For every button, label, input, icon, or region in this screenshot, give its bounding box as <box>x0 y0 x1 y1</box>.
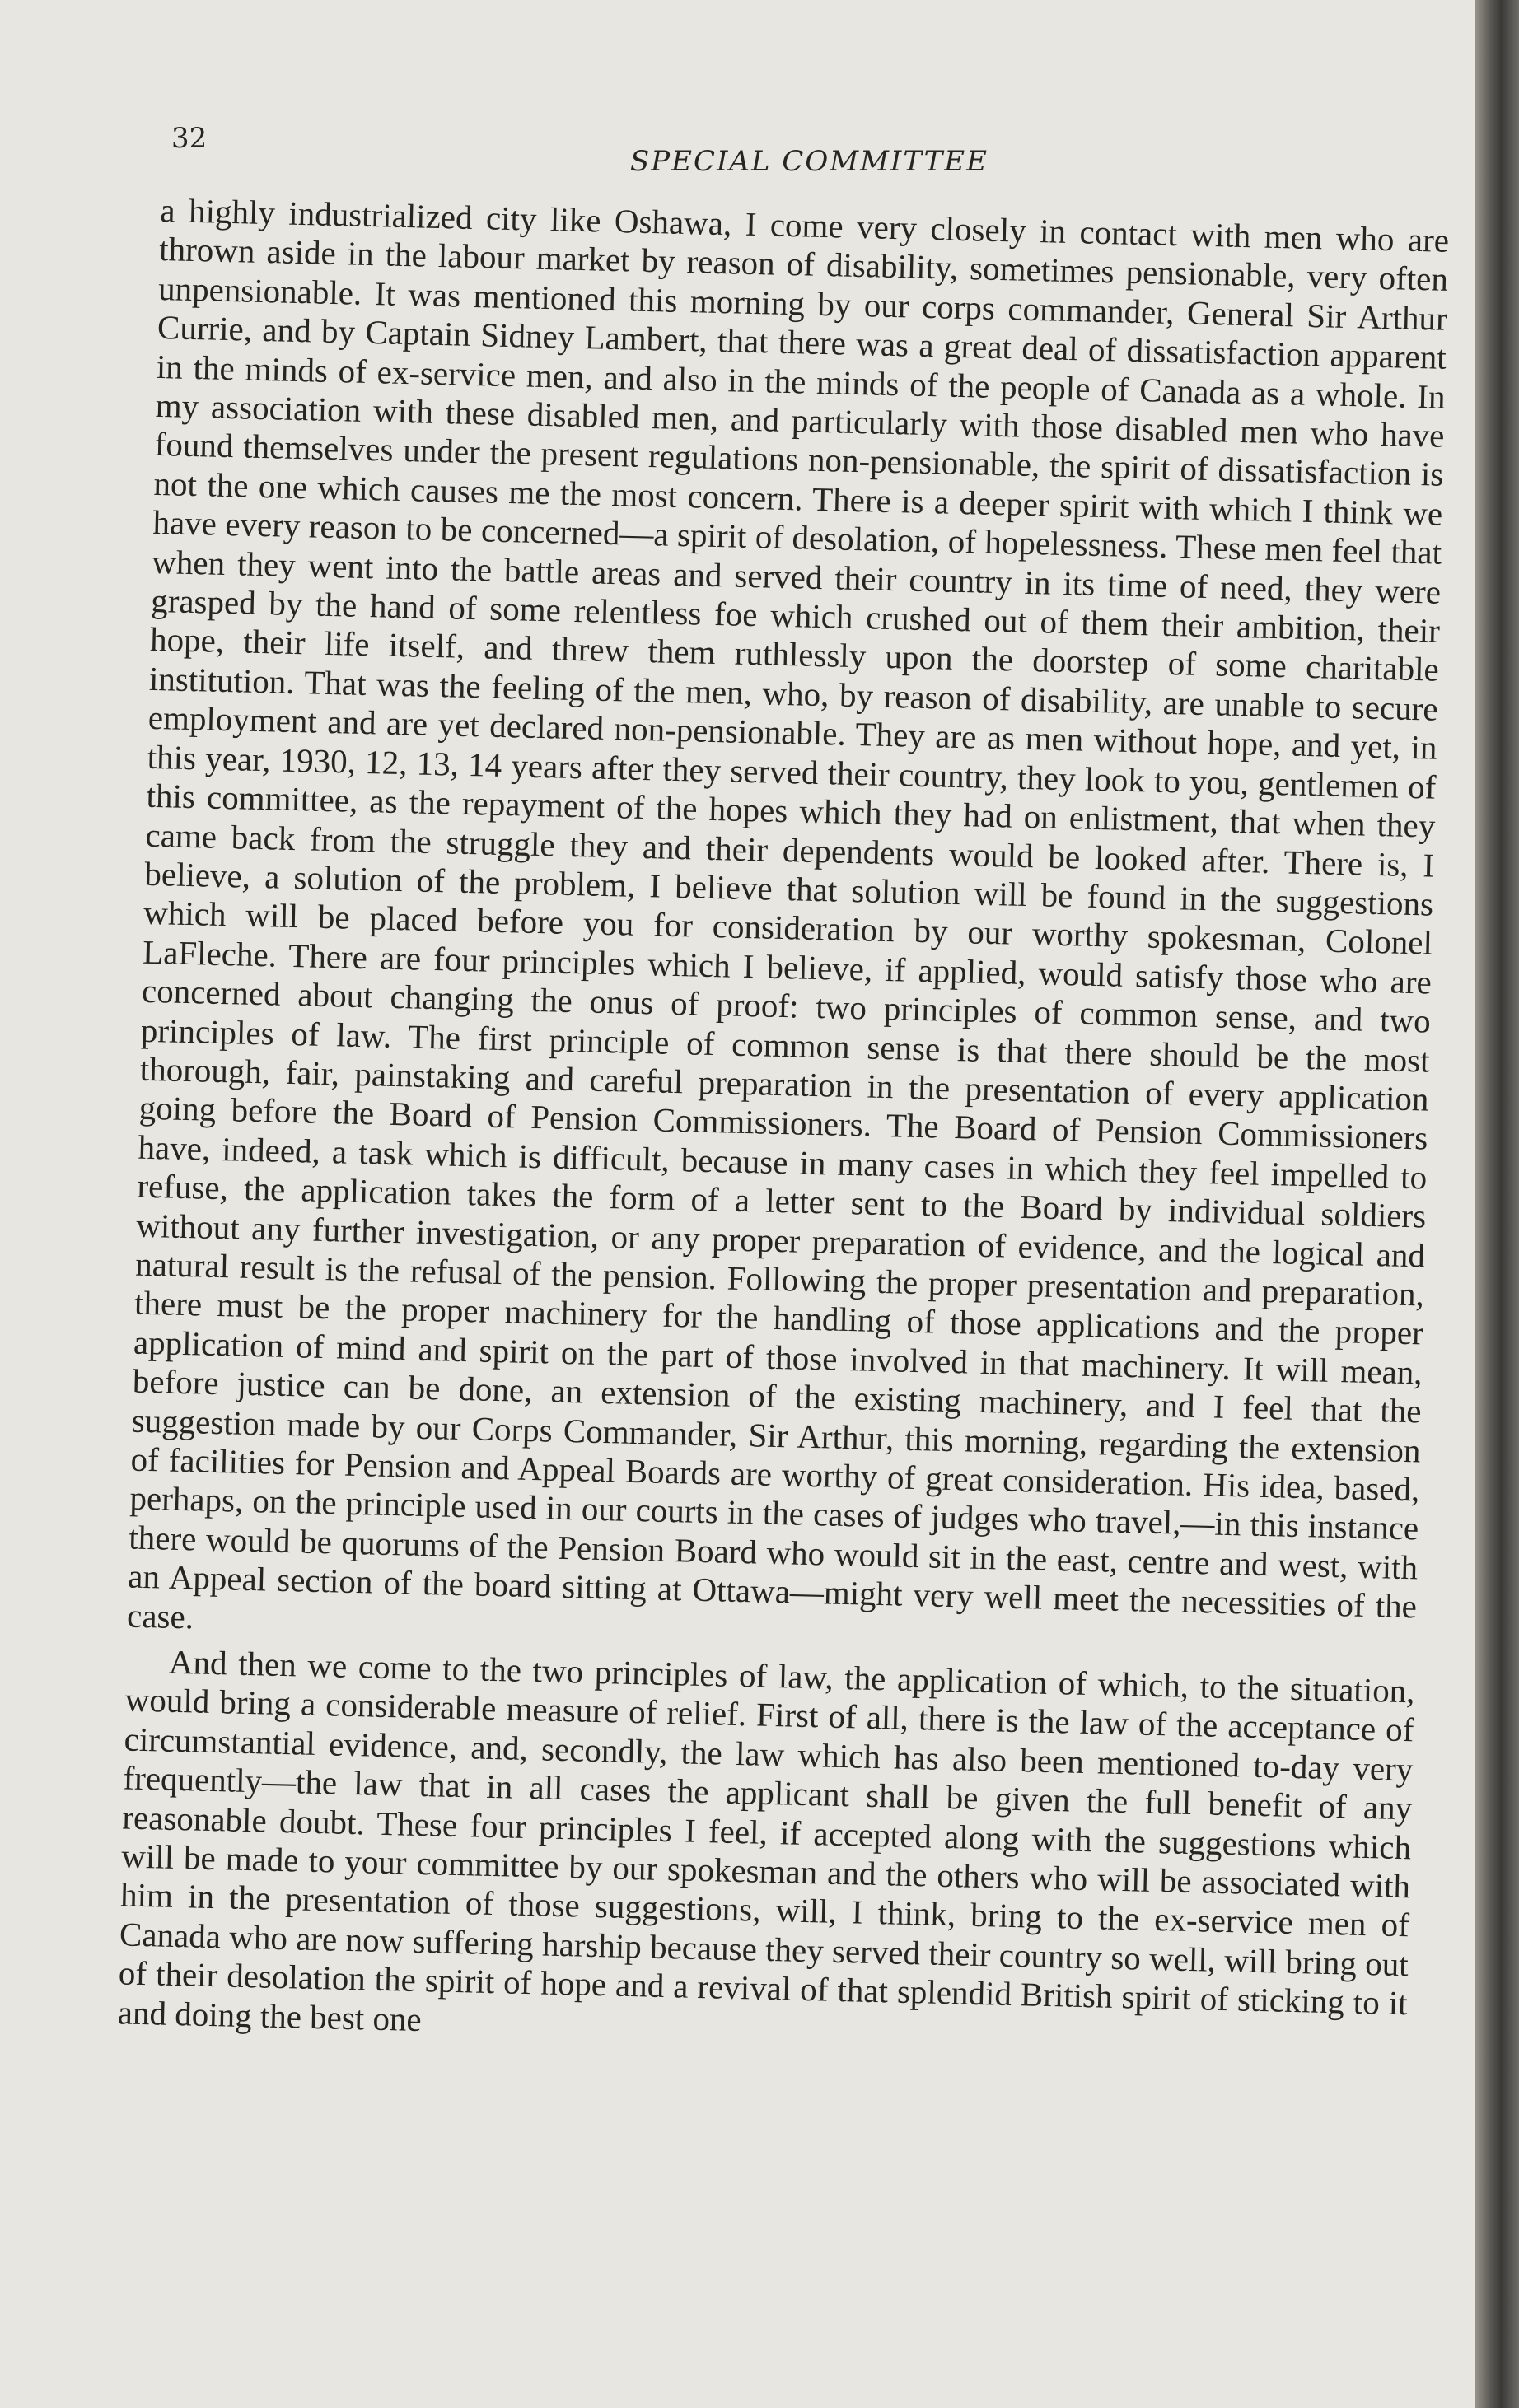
binding-edge-shadow <box>1475 0 1519 2408</box>
body-text <box>117 191 1449 2062</box>
running-head: SPECIAL COMMITTEE <box>630 145 989 178</box>
paragraph-1: a highly industrialized city like Oshawa, I come very closely in contact with men who are thrown aside in the labour market by reason of disability, sometimes pensionable, very often unpensionable. It was mentioned this morning by our corps commander, General Sir Arthur Currie, and by Captain Sidney Lambert, that there was a great deal of dissatisfaction apparent in the minds of ex-service men, and also in the minds of the people of Canada as a whole. In my association with these disabled men, and particularly with those disabled men who have found themselves under the present regulations non-pensionable, the spirit of dissatisfaction is not the one which causes me the most concern. There is a deeper spirit with which I think we have every reason to be concerned—a spirit of desolation, of hopelessness. These men feel that when they went into the battle areas and served their country in its time of need, they were grasped by the hand of some relentless foe which crushed out of them their ambition, their hope, their life itself, and threw them ruthlessly upon the doorstep of some charitable institution. That was the feeling of the men, who, by reason of disability, are unable to secure employment and are yet declared non-pensionable. They are as men without hope, and yet, in this year, 1930, 12, 13, 14 years after they served their country, they look to you, gentlemen of this committee, as the repayment of the hopes which they had on enlistment, that when they came back from the struggle they and their dependents would be looked after. There is, I believe, a solution of the problem, I believe that solution will be found in the suggestions which will be placed before you for consideration by our worthy spokesman, Colonel LaFleche. There are four principles which I believe, if applied, would satisfy those who are concerned about changing the onus of proof: two principles of common sense, and two principles of law. The first principle of common sense is that there should be the most thorough, fair, painstaking and careful preparation in the presentation of every application going before the Board of Pension Commissioners. The Board of Pension Commissioners have, indeed, a task which is difficult, because in many cases in which they feel impelled to refuse, the application takes the form of a letter sent to the Board by individual soldiers without any further investigation, or any proper preparation of evidence, and the logical and natural result is the refusal of the pension. Following the proper presentation and preparation, there must be the proper machinery for the handling of those applications and the proper application of mind and spirit on the part of those involved in that machinery. It will mean, before justice can be done, an extension of the existing machinery, and I feel that the suggestion made by our Corps Commander, Sir Arthur, this morning, regarding the extension of facilities for Pension and Appeal Boards are worthy of great consideration. His idea, based, perhaps, on the principle used in our courts in the cases of judges who travel,—in this instance there would be quorums of the Pension Board who would sit in the east, centre and west, with an Appeal section of the board sitting at Ottawa—might very well meet the necessities of the case. <box>126 191 1450 1636</box>
page-number: 32 <box>171 122 208 155</box>
paragraph-2: And then we come to the two principles of law, the application of which, to the situation, would bring a considerable measure of relief. First of all, there is the law of the acceptance of circumstantial evidence, and, secondly, the law which has also been mentioned to-day very frequently—the law that in all cases the applicant shall be given the full benefit of any reasonable doubt. These four principles I feel, if accepted along with the suggestions which will be made to your committee by our spokesman and the others who will be associated with him in the presentation of those suggestions, will, I think, bring to the ex-service men of Canada who are now suffering harship because they served their country so well, will bring out of their desolation the spirit of hope and a revival of that splendid British spirit of sticking to it and doing the best one <box>117 1642 1416 2038</box>
